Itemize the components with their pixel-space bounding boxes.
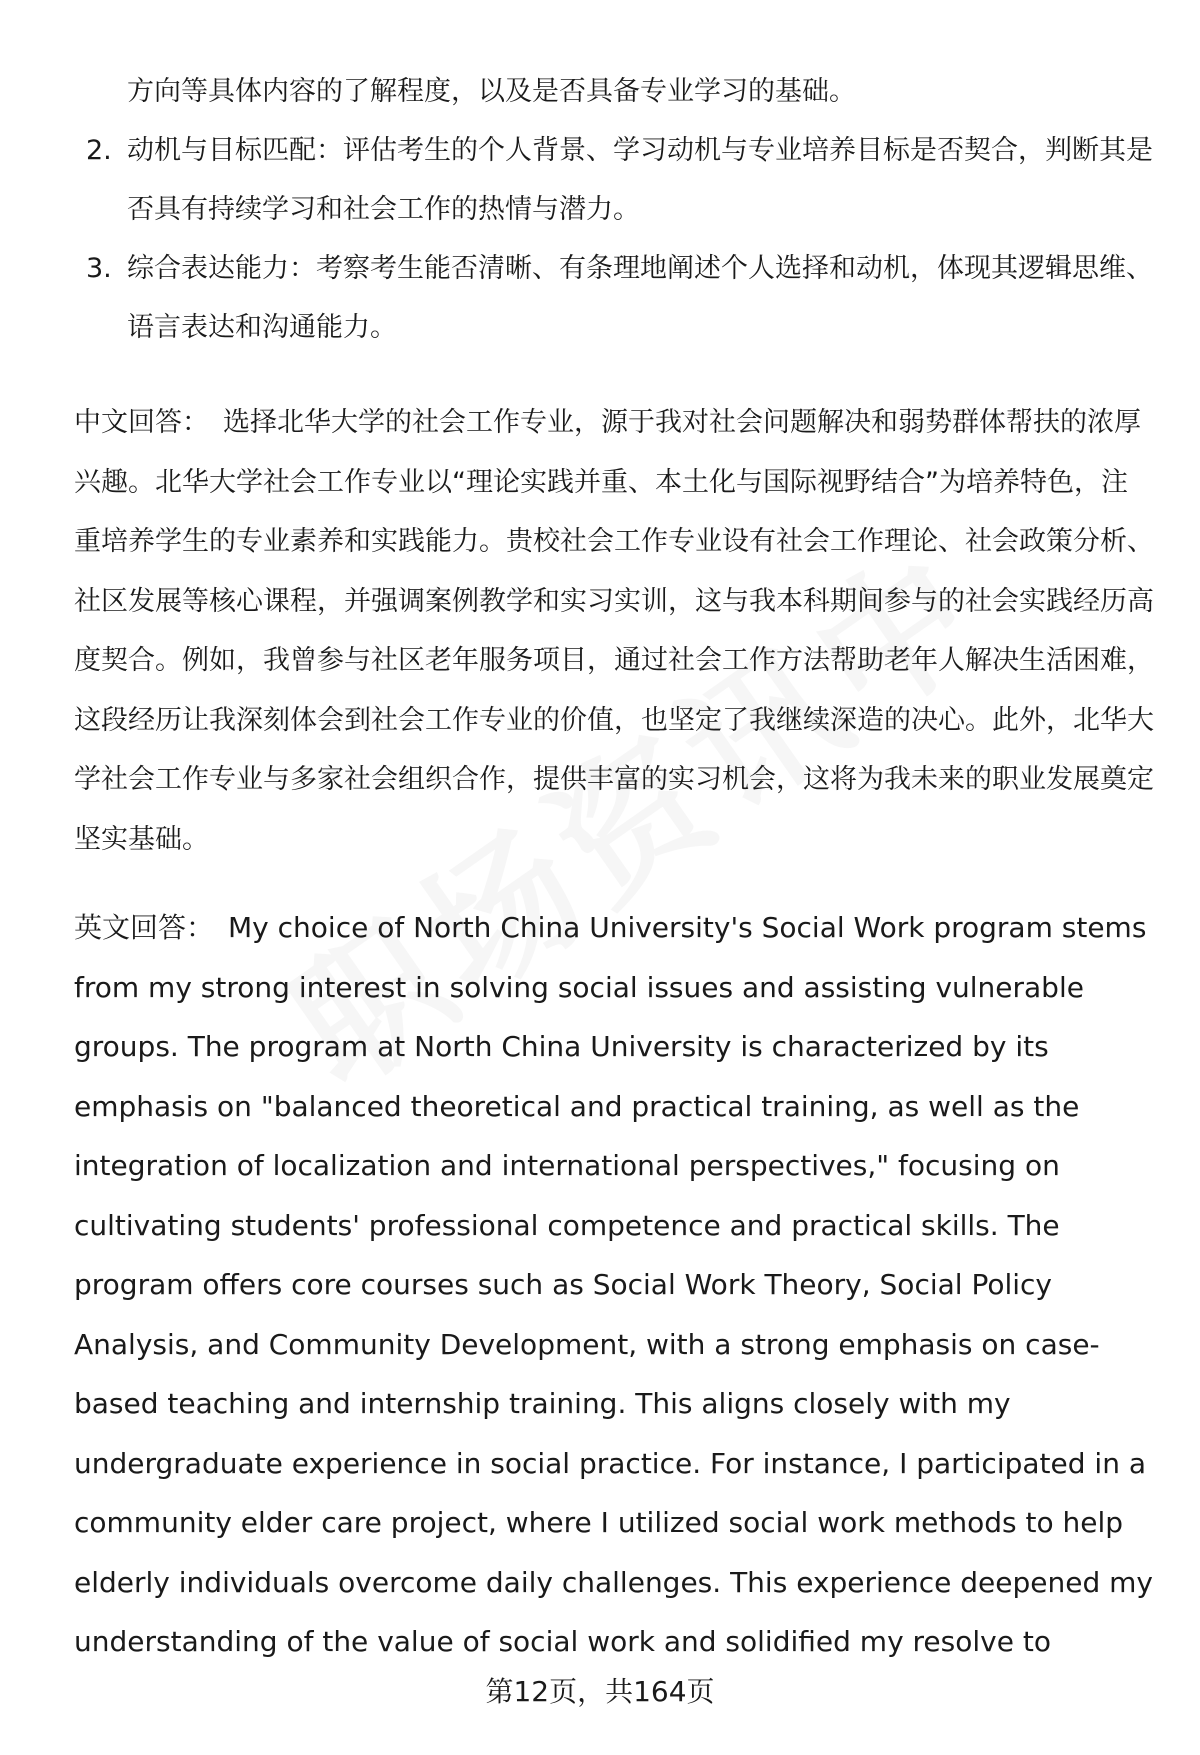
chinese-answer-paragraph xyxy=(74,393,1154,869)
list-item xyxy=(74,121,1154,239)
list-item-number: 2. xyxy=(86,135,112,166)
list-item-text: 综合表达能力：考察考生能否清晰、有条理地阐述个人选择和动机，体现其逻辑思维、语言表达和沟通能力。 xyxy=(127,253,1153,343)
page-number-footer: 第12页，共164页 xyxy=(485,1675,715,1708)
english-answer-text: My choice of North China University's Social Work program stems from my strong interest in solving social issues and assisting vulnerable groups. The program at North China University is characterized by its emphasis on "balanced theoretical and practical training, as well as the integration of localization and international perspectives," focusing on cultivating students' professional competence and practical skills. The program offers core courses such as Social Work Theory, Social Policy Analysis, and Community Development, with a strong emphasis on case-based teaching and internship training. This aligns closely with my undergraduate experience in social practice. For instance, I participated in a community elder care project, where I utilized social work methods to help elderly individuals overcome daily challenges. This experience deepened my understanding of the value of social work and solidified my resolve to xyxy=(74,911,1153,1658)
english-answer-paragraph xyxy=(74,898,1154,1672)
chinese-answer-text: 选择北华大学的社会工作专业，源于我对社会问题解决和弱势群体帮扶的浓厚兴趣。北华大学社会工作专业以“理论实践并重、本土化与国际视野结合”为培养特色，注重培养学生的专业素养和实践能力。贵校社会工作专业设有社会工作理论、社会政策分析、社区发展等核心课程，并强调案例教学和实习实训，这与我本科期间参与的社会实践经历高度契合。例如，我曾参与社区老年服务项目，通过社会工作方法帮助老年人解决生活困难，这段经历让我深刻体会到社会工作专业的价值，也坚定了我继续深造的决心。此外，北华大学社会工作专业与多家社会组织合作，提供丰富的实习机会，这将为我未来的职业发展奠定坚实基础。 xyxy=(74,407,1154,855)
english-answer-label: 英文回答： xyxy=(74,911,215,944)
list-item-text: 动机与目标匹配：评估考生的个人背景、学习动机与专业培养目标是否契合，判断其是否具有持续学习和社会工作的热情与潜力。 xyxy=(127,135,1153,225)
chinese-answer-label: 中文回答： xyxy=(74,407,209,438)
evaluation-criteria-list xyxy=(74,62,1154,357)
list-item xyxy=(74,239,1154,357)
list-item-number: 3. xyxy=(86,253,112,284)
list-item-continuation: 方向等具体内容的了解程度，以及是否具备专业学习的基础。 xyxy=(127,76,856,107)
